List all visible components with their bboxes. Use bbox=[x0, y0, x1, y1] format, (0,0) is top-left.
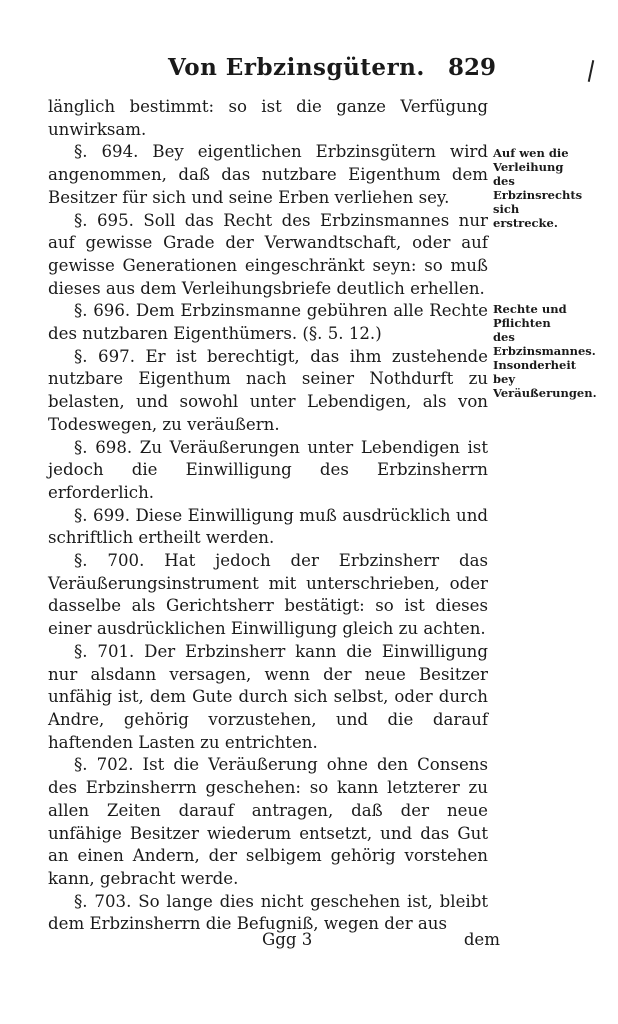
margin-note-inheritance: Auf wen die Verleihung des Erbzinsrechts sich erstrecke. bbox=[493, 146, 583, 230]
page-number: 829 bbox=[447, 54, 496, 81]
paragraph-696: §. 696. Dem Erbzinsmanne gebühren alle Rechte des nutzbaren Eigenthümers. (§. 5. 12.) bbox=[48, 301, 488, 344]
paragraph-700: §. 700. Hat jedoch der Erbzinsherr das Veräußerungsinstrument mit unterschrieben, oder dasselbe als Gerichtsherr bestätigt: so ist dieses einer ausdrücklichen Einwilligung gleich zu achten. bbox=[48, 551, 488, 639]
catchword: dem bbox=[463, 930, 500, 949]
paragraph-703: §. 703. So lange dies nicht geschehen ist, bleibt dem Erbzinsherrn die Befugniß, wegen der aus bbox=[48, 891, 488, 934]
body-text bbox=[48, 96, 488, 936]
running-title: Von Erbzinsgütern. bbox=[168, 54, 425, 81]
paragraph-699: §. 699. Diese Einwilligung muß ausdrücklich und schriftlich ertheilt werden. bbox=[48, 505, 488, 548]
paragraph-702: §. 702. Ist die Veräußerung ohne den Consens des Erbzinsherrn geschehen: so kann letzterer zu allen Zeiten darauf antragen, daß der neue unfähige Besitzer wiederum entsetzt, und das Gut an einen Andern, der selbigem gehörig vorstehen kann, gebracht werde. bbox=[48, 755, 488, 888]
paragraph-701: §. 701. Der Erbzinsherr kann die Einwilligung nur alsdann versagen, wenn der neue Besitzer unfähig ist, dem Gute durch sich selbst, oder durch Andre, gehörig vorzustehen, und die darauf haftenden Lasten zu entrichten. bbox=[48, 641, 488, 752]
signature-mark: Ggg 3 bbox=[262, 930, 313, 949]
paragraph-697: §. 697. Er ist berechtigt, das ihm zustehende nutzbare Eigenthum nach seiner Nothdurft zu belasten, und sowohl unter Lebendigen, als von Todeswegen, zu veräußern. bbox=[48, 346, 488, 434]
pen-mark bbox=[588, 60, 595, 82]
paragraph-continuation: länglich bestimmt: so ist die ganze Verfügung unwirksam. bbox=[48, 97, 488, 139]
page-header bbox=[48, 50, 496, 86]
paragraph-694: §. 694. Bey eigentlichen Erbzinsgütern wird angenommen, daß das nutzbare Eigenthum dem Besitzer für sich und seine Erben verliehen sey. bbox=[48, 142, 488, 207]
margin-note-rights: Rechte und Pflichten des Erbzinsmannes. Insonderheit bey Veräußerungen. bbox=[493, 302, 597, 400]
page-footer bbox=[48, 930, 500, 954]
paragraph-695: §. 695. Soll das Recht des Erbzinsmannes nur auf gewisse Grade der Verwandtschaft, oder auf gewisse Generationen eingeschränkt seyn: so muß dieses aus dem Verleihungsbriefe deutlich erhellen. bbox=[48, 210, 488, 298]
paragraph-698: §. 698. Zu Veräußerungen unter Lebendigen ist jedoch die Einwilligung des Erbzinsherrn erforderlich. bbox=[48, 437, 488, 502]
